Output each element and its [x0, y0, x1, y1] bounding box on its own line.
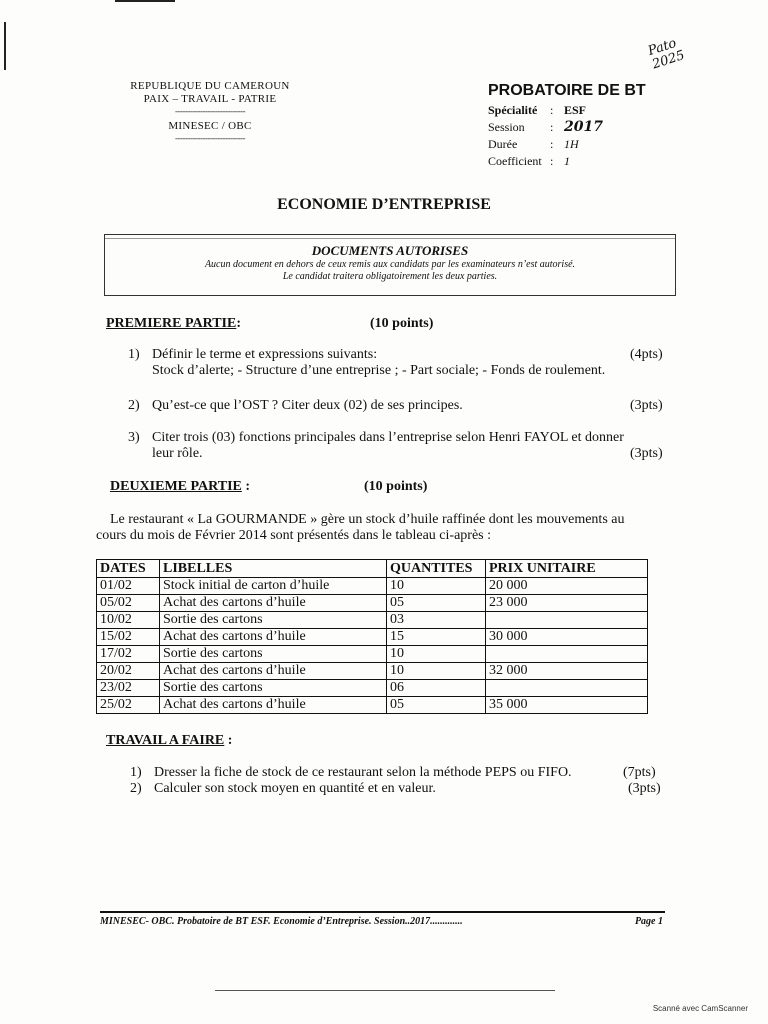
- corner-handwritten-note: Pato 2025: [646, 35, 687, 73]
- question-number: 1): [128, 347, 140, 362]
- country-motto: PAIX – TRAVAIL - PATRIE: [143, 93, 277, 105]
- meta-row: Coefficient : 1: [488, 154, 570, 168]
- question-number: 2): [128, 398, 140, 413]
- part1-heading: PREMIERE PARTIE:: [106, 316, 241, 331]
- column-header: LIBELLES: [160, 560, 387, 578]
- question-points: (4pts): [630, 347, 663, 362]
- meta-row: Durée : 1H: [488, 137, 579, 151]
- separator-dashes: ----------------------------: [175, 106, 245, 116]
- scan-edge-left: [4, 22, 6, 70]
- question-text: leur rôle.: [152, 446, 203, 461]
- part2-heading: DEUXIEME PARTIE :: [110, 479, 251, 494]
- meta-row: Session : 2017: [488, 119, 603, 135]
- documents-heading: DOCUMENTS AUTORISES: [311, 243, 469, 258]
- task-number: 1): [130, 765, 142, 780]
- table-row: 20/02 Achat des cartons d’huile 10 32 000: [97, 663, 648, 680]
- header-right: [488, 82, 646, 170]
- scan-edge-top: [115, 0, 175, 2]
- separator-dashes: ----------------------------: [175, 133, 245, 143]
- country-name: REPUBLIQUE DU CAMEROUN: [130, 80, 290, 92]
- footer-rule: [100, 911, 665, 913]
- part1-points: (10 points): [370, 316, 434, 331]
- scanner-watermark: Scanné avec CamScanner: [652, 1004, 748, 1013]
- footer: [100, 916, 665, 927]
- part2-intro: cours du mois de Février 2014 sont présentés dans le tableau ci-après :: [96, 528, 492, 543]
- table-row: 23/02 Sortie des cartons 06: [97, 680, 648, 697]
- column-header: QUANTITES: [387, 560, 486, 578]
- question-text: Citer trois (03) fonctions principales dans l’entreprise selon Henri FAYOL et donner: [152, 430, 624, 445]
- part2-points: (10 points): [364, 479, 428, 494]
- travail-heading: TRAVAIL A FAIRE :: [106, 733, 233, 748]
- header-left: [110, 80, 310, 143]
- documents-box: [104, 234, 676, 296]
- task-points: (3pts): [628, 781, 661, 796]
- document-title: ECONOMIE D’ENTREPRISE: [277, 196, 491, 213]
- task-text: Dresser la fiche de stock de ce restaurant selon la méthode PEPS ou FIFO.: [154, 765, 572, 780]
- question-text: Stock d’alerte; - Structure d’une entreprise ; - Part sociale; - Fonds de roulement.: [152, 363, 606, 378]
- table-row: 17/02 Sortie des cartons 10: [97, 646, 648, 663]
- part2-intro: Le restaurant « La GOURMANDE » gère un stock d’huile raffinée dont les mouvements au: [110, 512, 625, 527]
- table-row: 05/02 Achat des cartons d’huile 05 23 000: [97, 595, 648, 612]
- page-number: Page 1: [634, 916, 663, 927]
- table-row: 15/02 Achat des cartons d’huile 15 30 000: [97, 629, 648, 646]
- scan-bottom-line: [215, 990, 555, 991]
- question-text: Qu’est-ce que l’OST ? Citer deux (02) de ses principes.: [152, 398, 463, 413]
- exam-name: PROBATOIRE DE BT: [488, 82, 646, 99]
- column-header: DATES: [97, 560, 160, 578]
- documents-line: Aucun document en dehors de ceux remis aux candidats par les examinateurs n’est autorisé.: [204, 259, 576, 270]
- stock-movements-table: [96, 559, 648, 714]
- column-header: PRIX UNITAIRE: [486, 560, 648, 578]
- ministry: MINESEC / OBC: [168, 120, 252, 132]
- table-row: 10/02 Sortie des cartons 03: [97, 612, 648, 629]
- question-points: (3pts): [630, 446, 663, 461]
- table-row: 25/02 Achat des cartons d’huile 05 35 000: [97, 697, 648, 714]
- question-number: 3): [128, 430, 140, 445]
- table-row: 01/02 Stock initial de carton d’huile 10 20 000: [97, 578, 648, 595]
- question-points: (3pts): [630, 398, 663, 413]
- table-header-row: [97, 560, 648, 578]
- documents-line: Le candidat traitera obligatoirement les deux parties.: [282, 271, 498, 282]
- task-number: 2): [130, 781, 142, 796]
- question-text: Définir le terme et expressions suivants:: [152, 347, 378, 362]
- task-points: (7pts): [623, 765, 656, 780]
- footer-text: MINESEC- OBC. Probatoire de BT ESF. Economie d’Entreprise. Session..2017.............: [100, 916, 463, 927]
- meta-row: Spécialité : ESF: [488, 103, 587, 117]
- exam-meta: [488, 102, 646, 170]
- task-text: Calculer son stock moyen en quantité et en valeur.: [154, 781, 436, 796]
